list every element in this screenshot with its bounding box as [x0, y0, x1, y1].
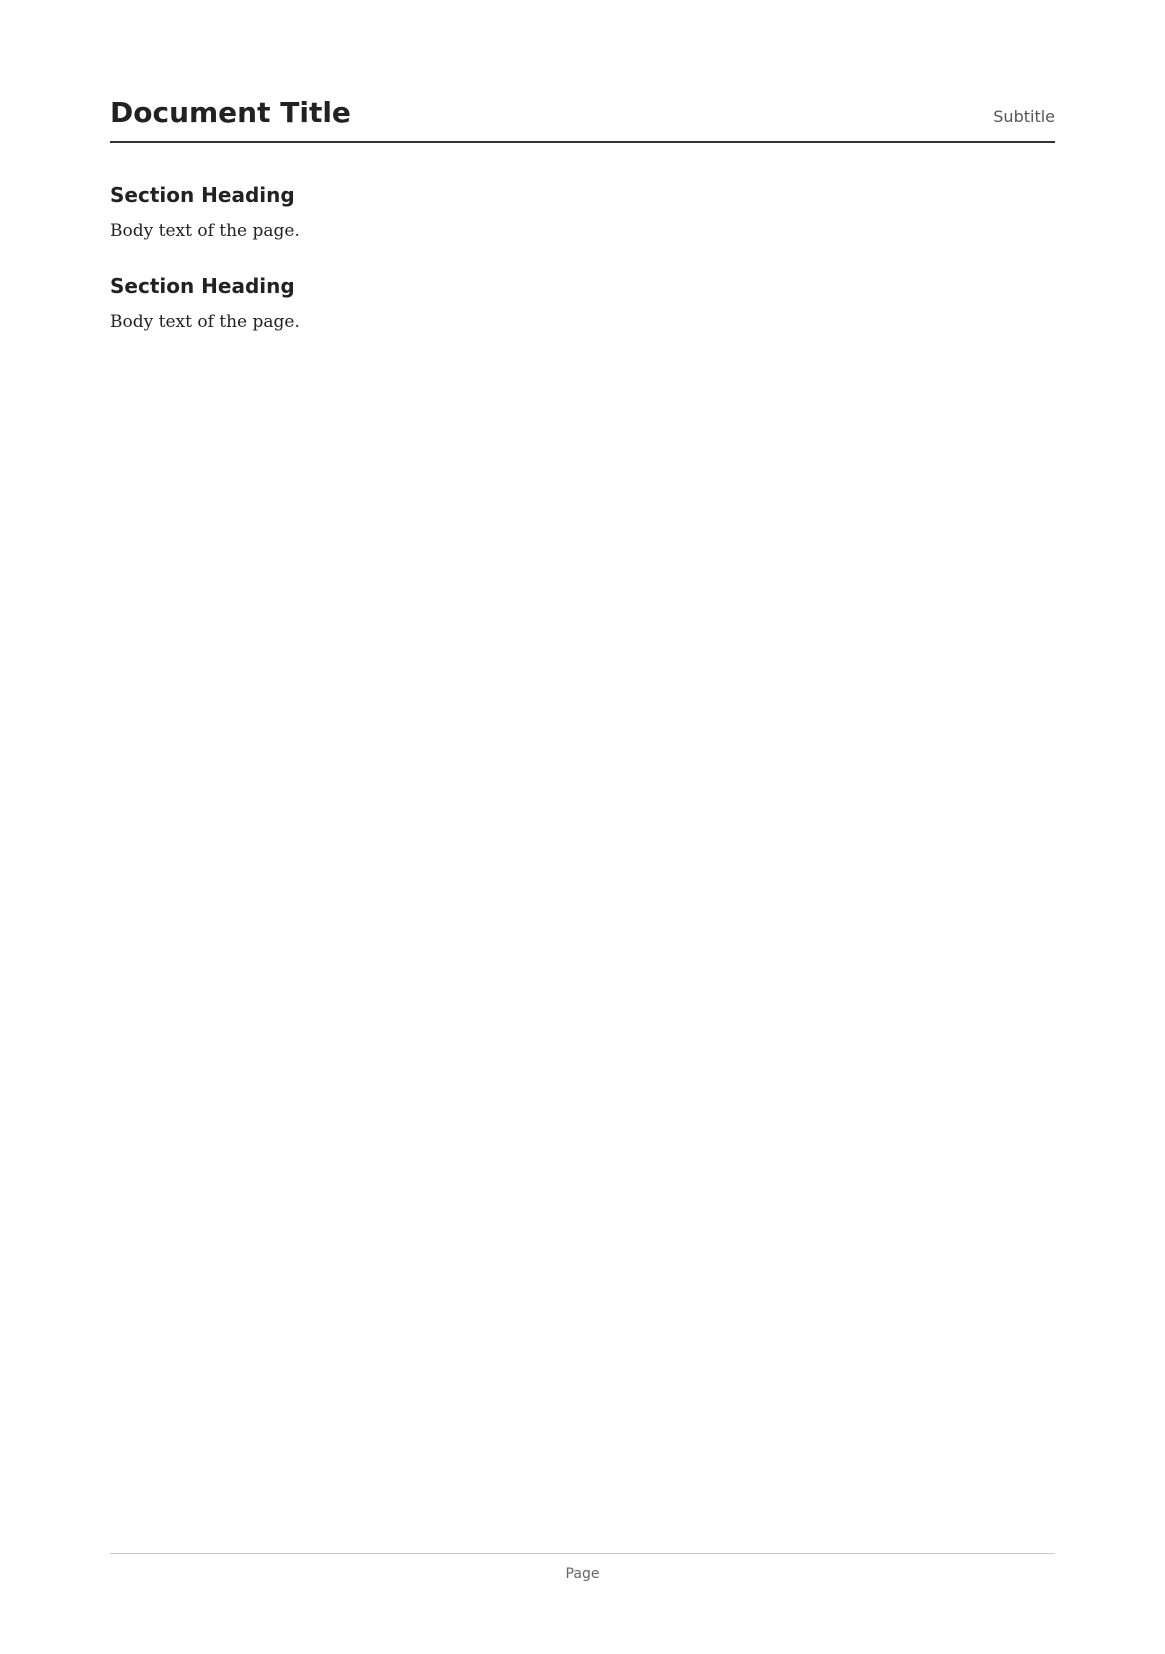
section-heading: Section Heading [110, 273, 295, 298]
document-title: Document Title [110, 96, 351, 129]
document-section [110, 183, 1055, 246]
section-paragraph: Body text of the page. [110, 311, 300, 332]
document-header [110, 96, 1055, 143]
page-label: Page [565, 1566, 600, 1582]
document-body [110, 183, 1055, 1553]
section-paragraph: Body text of the page. [110, 221, 300, 241]
section-heading: Section Heading [110, 183, 295, 207]
document-subtitle: Subtitle [993, 107, 1055, 126]
document-section [110, 274, 1055, 337]
document-footer [110, 1553, 1055, 1582]
